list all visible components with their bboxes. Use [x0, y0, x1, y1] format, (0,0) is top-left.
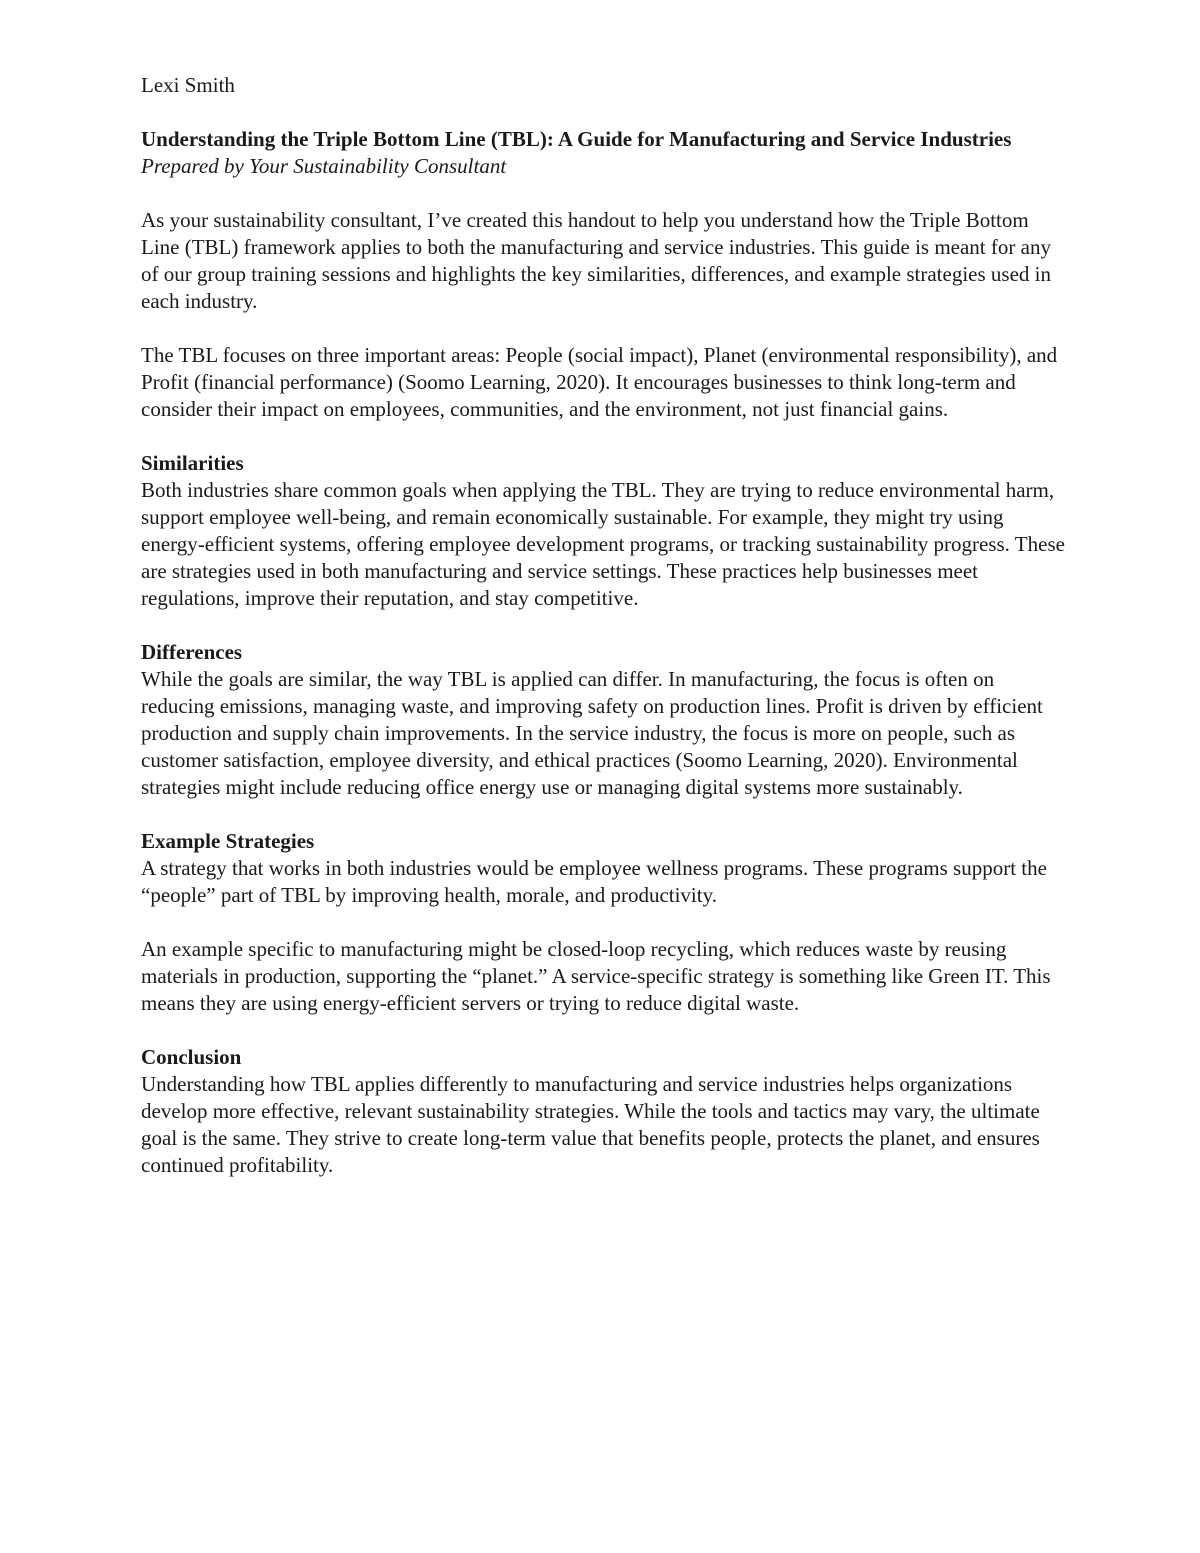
section-heading: Conclusion — [141, 1045, 242, 1069]
section-heading: Example Strategies — [141, 829, 315, 853]
author-name: Lexi Smith — [141, 73, 235, 97]
section-paragraph: While the goals are similar, the way TBL is applied can differ. In manufacturing, the focus is often on reducing emissions, managing waste, and improving safety on production lines. Profit is driven by efficient production and supply chain improvements. In the service industry, the focus is more on people, such as customer satisfaction, employee diversity, and ethical practices (Soomo Learning, 2020). Environmental strategies might include reducing office energy use or managing digital systems more sustainably. — [141, 667, 1043, 799]
section-paragraph: An example specific to manufacturing might be closed-loop recycling, which reduces waste by reusing materials in production, supporting the “planet.” A service-specific strategy is something like Green IT. This means they are using energy-efficient servers or trying to reduce digital waste. — [141, 937, 1051, 1015]
section-heading: Differences — [141, 640, 243, 664]
document-title: Understanding the Triple Bottom Line (TBL): A Guide for Manufacturing and Service Industries — [141, 127, 1012, 151]
section-heading: Similarities — [141, 451, 244, 475]
section-similarities — [141, 450, 1066, 612]
section-paragraph: A strategy that works in both industries would be employee wellness programs. These programs support the “people” part of TBL by improving health, morale, and productivity. — [141, 856, 1047, 907]
section-conclusion — [141, 1044, 1066, 1179]
intro-paragraph: The TBL focuses on three important areas: People (social impact), Planet (environmental responsibility), and Profit (financial performance) (Soomo Learning, 2020). It encourages businesses to think long-term and consider their impact on employees, communities, and the environment, not just financial gains. — [141, 343, 1058, 421]
section-paragraph: Understanding how TBL applies differently to manufacturing and service industries helps organizations develop more effective, relevant sustainability strategies. While the tools and tactics may vary, the ultimate goal is the same. They strive to create long-term value that benefits people, protects the planet, and ensures continued profitability. — [141, 1072, 1040, 1177]
section-differences — [141, 639, 1066, 801]
document-subtitle: Prepared by Your Sustainability Consultant — [141, 154, 507, 178]
document-page — [141, 72, 1066, 1206]
section-example-strategies — [141, 828, 1066, 1017]
section-paragraph: Both industries share common goals when applying the TBL. They are trying to reduce environmental harm, support employee well-being, and remain economically sustainable. For example, they might try using energy-efficient systems, offering employee development programs, or tracking sustainability progress. These are strategies used in both manufacturing and service settings. These practices help businesses meet regulations, improve their reputation, and stay competitive. — [141, 478, 1065, 610]
intro-paragraph: As your sustainability consultant, I’ve created this handout to help you understand how the Triple Bottom Line (TBL) framework applies to both the manufacturing and service industries. This guide is meant for any of our group training sessions and highlights the key similarities, differences, and example strategies used in each industry. — [141, 208, 1051, 313]
